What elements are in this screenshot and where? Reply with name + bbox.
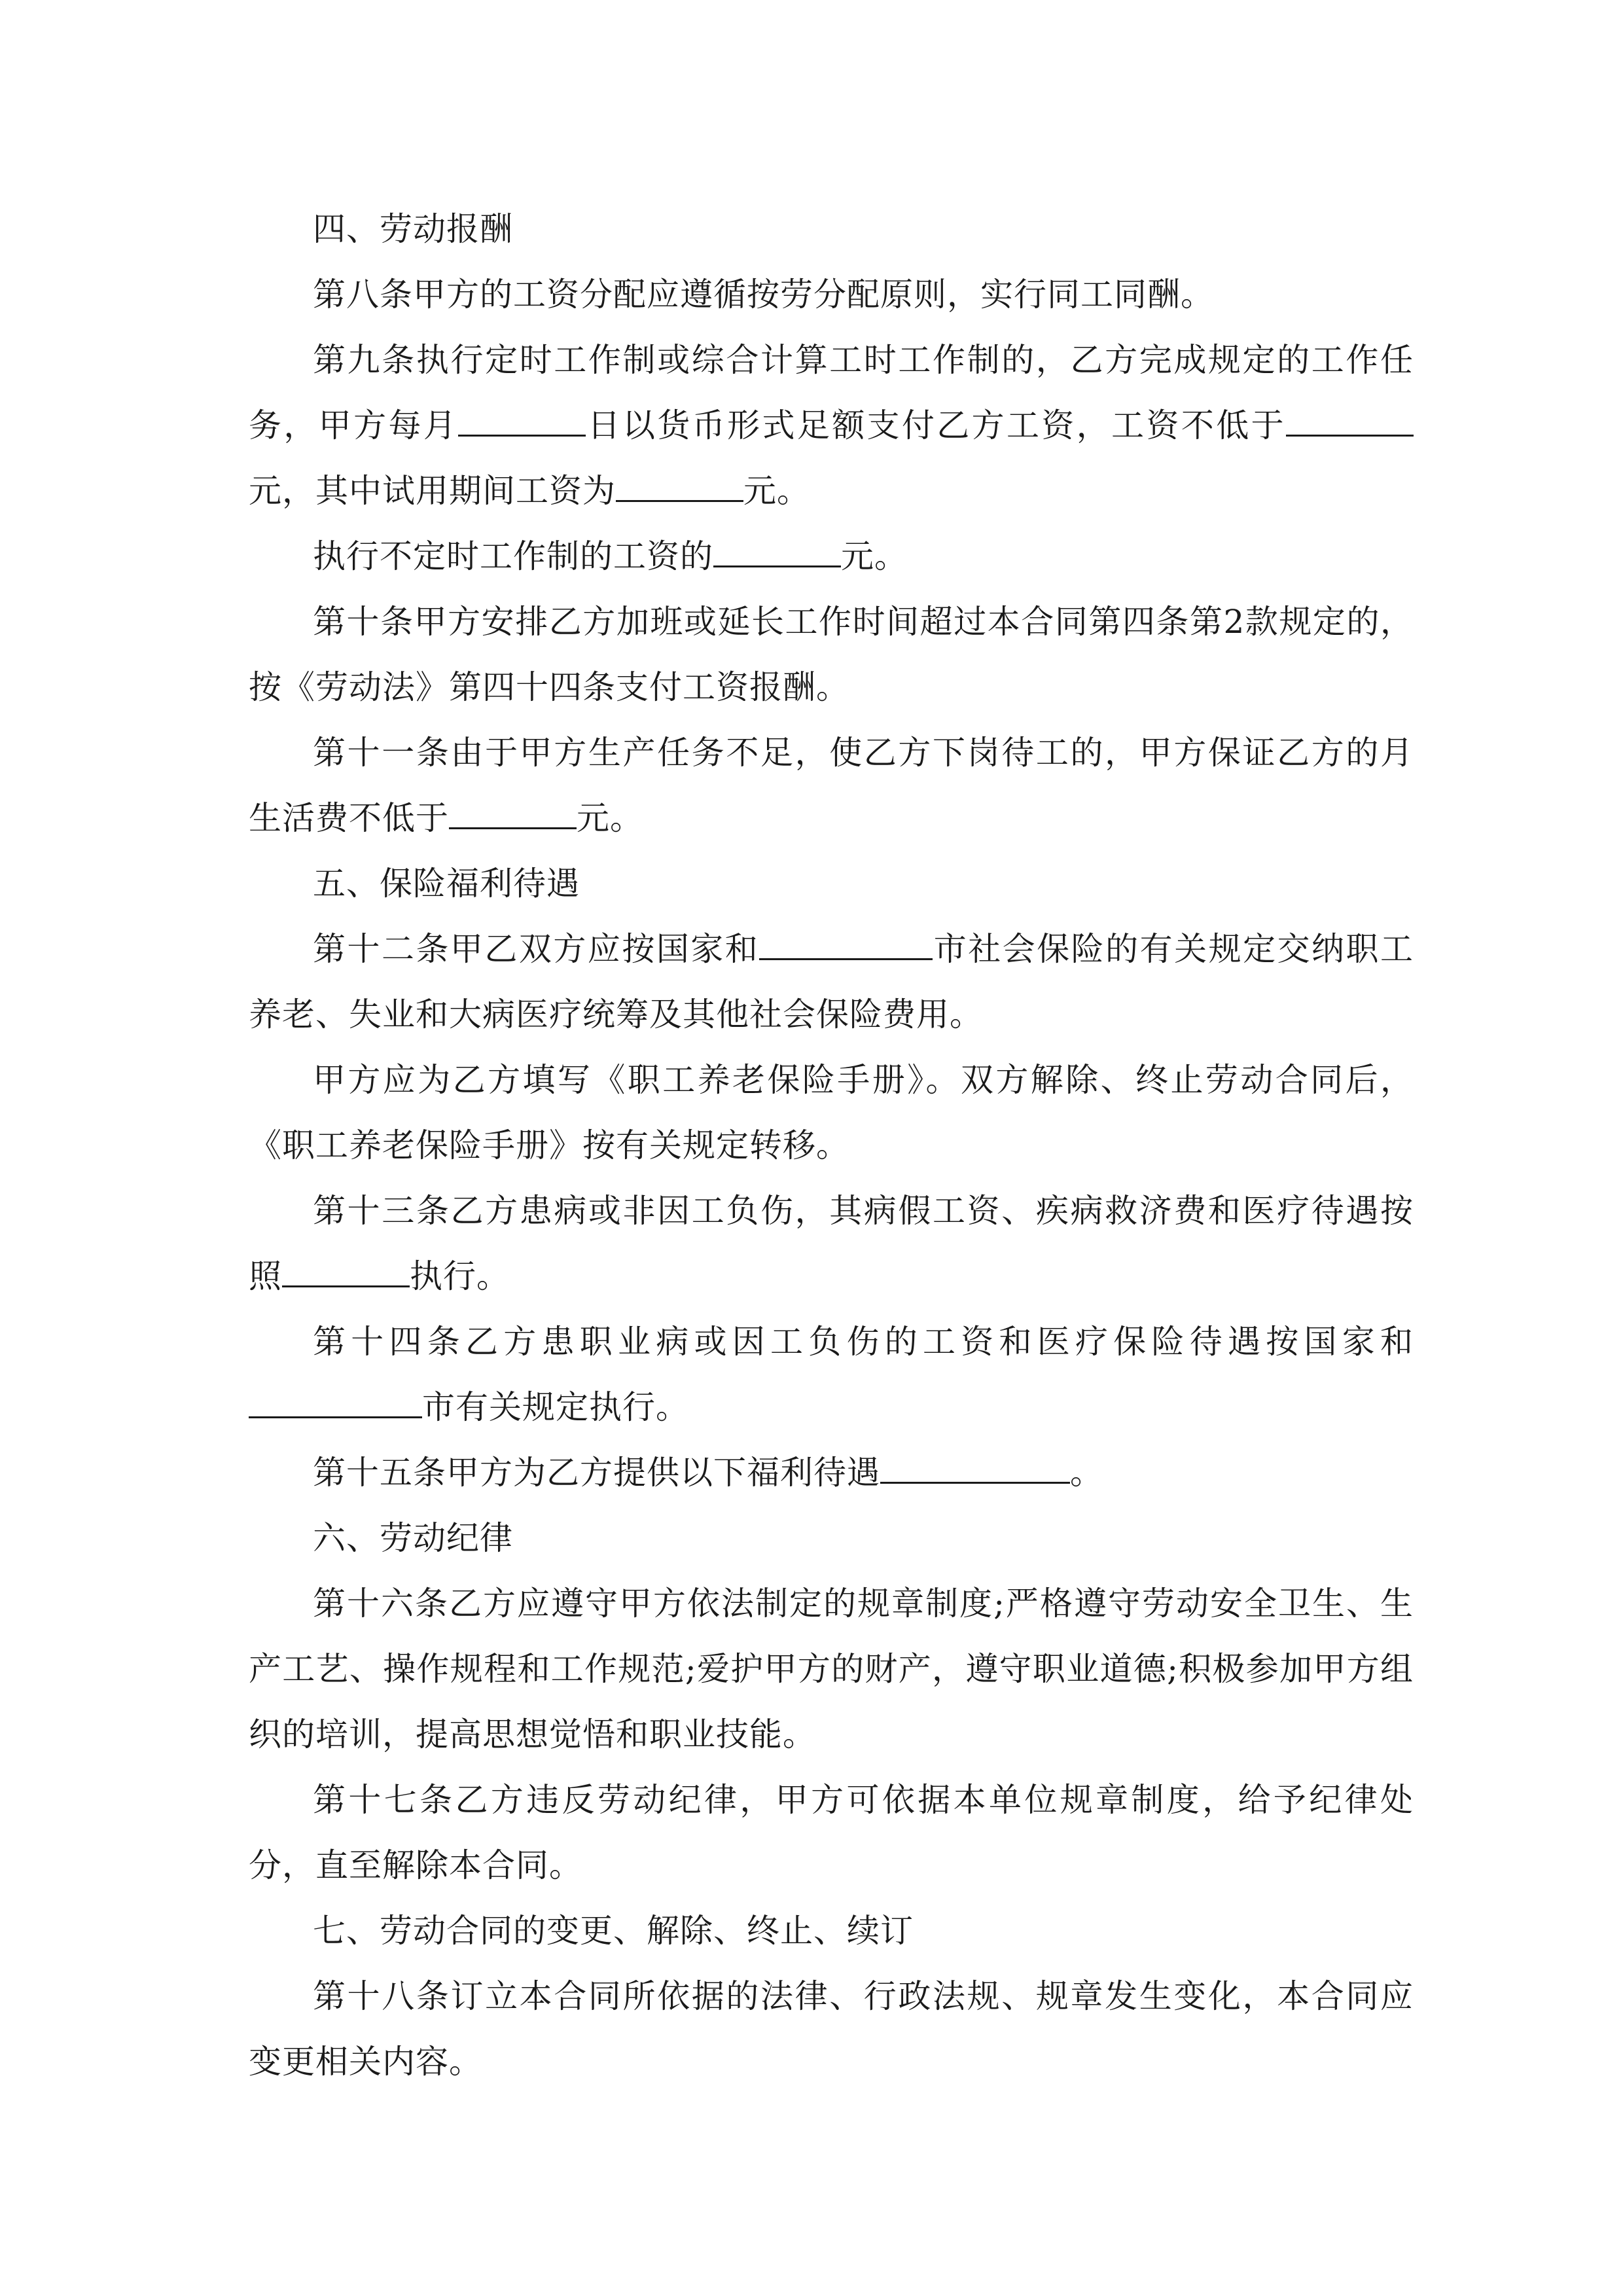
article-10: 第十条甲方安排乙方加班或延长工作时间超过本合同第四条第2款规定的，按《劳动法》第四十四条支付工资报酬。: [249, 603, 1414, 706]
article-11: 第十一条由于甲方生产任务不足，使乙方下岗待工的，甲方保证乙方的月生活费不低于 元。: [249, 734, 1414, 837]
article-12-supplement: 甲方应为乙方填写《职工养老保险手册》。双方解除、终止劳动合同后，《职工养老保险手册》按有关规定转移。: [249, 1061, 1414, 1164]
article-9-supplement: 执行不定时工作制的工资的 元。: [313, 537, 908, 575]
article-13: 第十三条乙方患病或非因工负伤，其病假工资、疾病救济费和医疗待遇按照 执行。: [249, 1192, 1414, 1295]
blank-field: [759, 929, 933, 960]
blank-field: [249, 1388, 422, 1418]
blank-field: [449, 798, 577, 829]
section-heading-5: 五、保险福利待遇: [313, 865, 580, 903]
article-15: 第十五条甲方为乙方提供以下福利待遇 。: [313, 1454, 1103, 1492]
blank-field: [282, 1257, 410, 1287]
blank-field: [1286, 406, 1414, 437]
section-heading-7: 七、劳动合同的变更、解除、终止、续订: [313, 1912, 914, 1950]
blank-field: [880, 1453, 1070, 1484]
article-12: 第十二条甲乙双方应按国家和 市社会保险的有关规定交纳职工养老、失业和大病医疗统筹及其他社会保险费用。: [249, 930, 1414, 1033]
article-8: 第八条甲方的工资分配应遵循按劳分配原则，实行同工同酬。: [313, 276, 1214, 314]
document-body: [249, 196, 1414, 2094]
article-14: 第十四条乙方患职业病或因工负伤的工资和医疗保险待遇按国家和市有关规定执行。: [249, 1309, 1414, 1440]
article-16: 第十六条乙方应遵守甲方依法制定的规章制度;严格遵守劳动安全卫生、生产工艺、操作规程和工作规范;爱护甲方的财产，遵守职业道德;积极参加甲方组织的培训，提高思想觉悟和职业技能。: [249, 1585, 1414, 1753]
article-17: 第十七条乙方违反劳动纪律，甲方可依据本单位规章制度，给予纪律处分，直至解除本合同。: [249, 1781, 1414, 1884]
article-18: 第十八条订立本合同所依据的法律、行政法规、规章发生变化，本合同应变更相关内容。: [249, 1977, 1414, 2081]
blank-field: [616, 471, 743, 502]
blank-field: [458, 406, 586, 437]
section-heading-4: 四、劳动报酬: [313, 210, 513, 248]
section-heading-6: 六、劳动纪律: [313, 1519, 513, 1557]
article-9: 第九条执行定时工作制或综合计算工时工作制的，乙方完成规定的工作任务，甲方每月 日以货币形式足额支付乙方工资，工资不低于元，其中试用期间工资为 元。: [249, 341, 1414, 510]
blank-field: [713, 537, 841, 567]
